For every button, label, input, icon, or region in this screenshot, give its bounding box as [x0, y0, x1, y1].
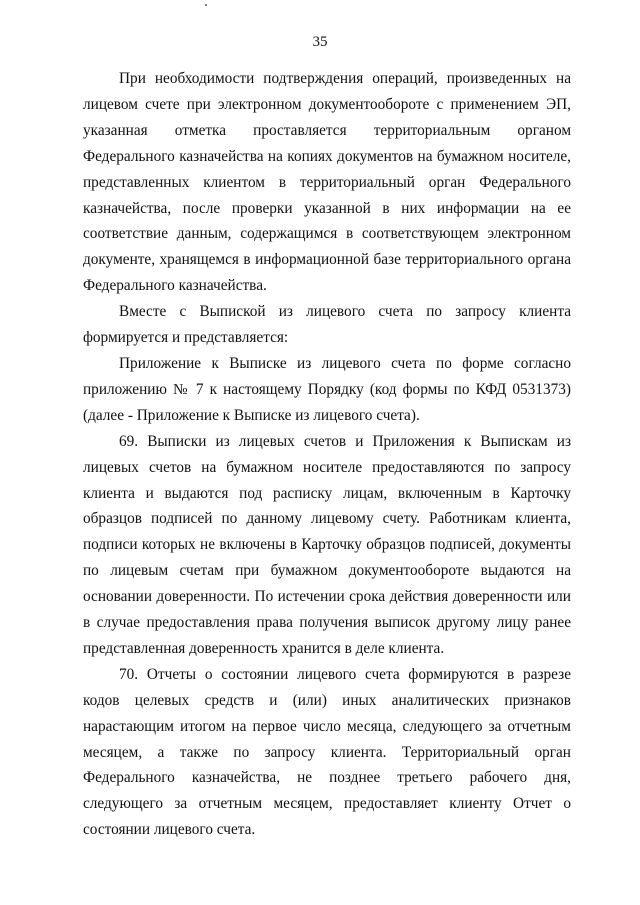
paragraph-statement-with: Вместе с Выпиской из лицевого счета по запросу клиента формируется и представляется:	[83, 303, 571, 347]
paragraph-item-70: 70. Отчеты о состоянии лицевого счета формируются в разрезе кодов целевых средств и (или) иных аналитических признаков нарастающим итогом на первое число месяца, следующего за отчетным месяцем, а также по запросу клиента. Территориальный орган Федерального казначейства, не позднее третьего рабочего дня, следующего за отчетным месяцем, предоставляет клиенту Отчет о состоянии лицевого счета.	[83, 665, 571, 839]
document-body	[83, 66, 571, 843]
paragraph-statement-appendix: Приложение к Выписке из лицевого счета по форме согласно приложению № 7 к настоящему Порядку (код формы по КФД 0531373) (далее - Приложение к Выписке из лицевого счета).	[83, 354, 571, 424]
paragraph-confirmation-mark: При необходимости подтверждения операций, произведенных на лицевом счете при электронном документообороте с применением ЭП, указанная отметка проставляется территориальным органом Федерального казначейства на копиях документов на бумажном носителе, представленных клиентом в территориальный орган Федерального казначейства, после проверки указанной в них информации на ее соответствие данным, содержащимся в соответствующем электронном документе, хранящемся в информационной базе территориального органа Федерального казначейства.	[83, 70, 571, 295]
scan-artifact	[205, 4, 207, 6]
paragraph-item-69: 69. Выписки из лицевых счетов и Приложения к Выпискам из лицевых счетов на бумажном носителе предоставляются по запросу клиента и выдаются под расписку лицам, включенным в Карточку образцов подписей по данному лицевому счету. Работникам клиента, подписи которых не включены в Карточку образцов подписей, документы по лицевым счетам при бумажном документообороте выдаются на основании доверенности. По истечении срока действия доверенности или в случае предоставления права получения выписок другому лицу ранее представленная доверенность хранится в деле клиента.	[83, 432, 571, 657]
page-number: 35	[312, 34, 328, 50]
